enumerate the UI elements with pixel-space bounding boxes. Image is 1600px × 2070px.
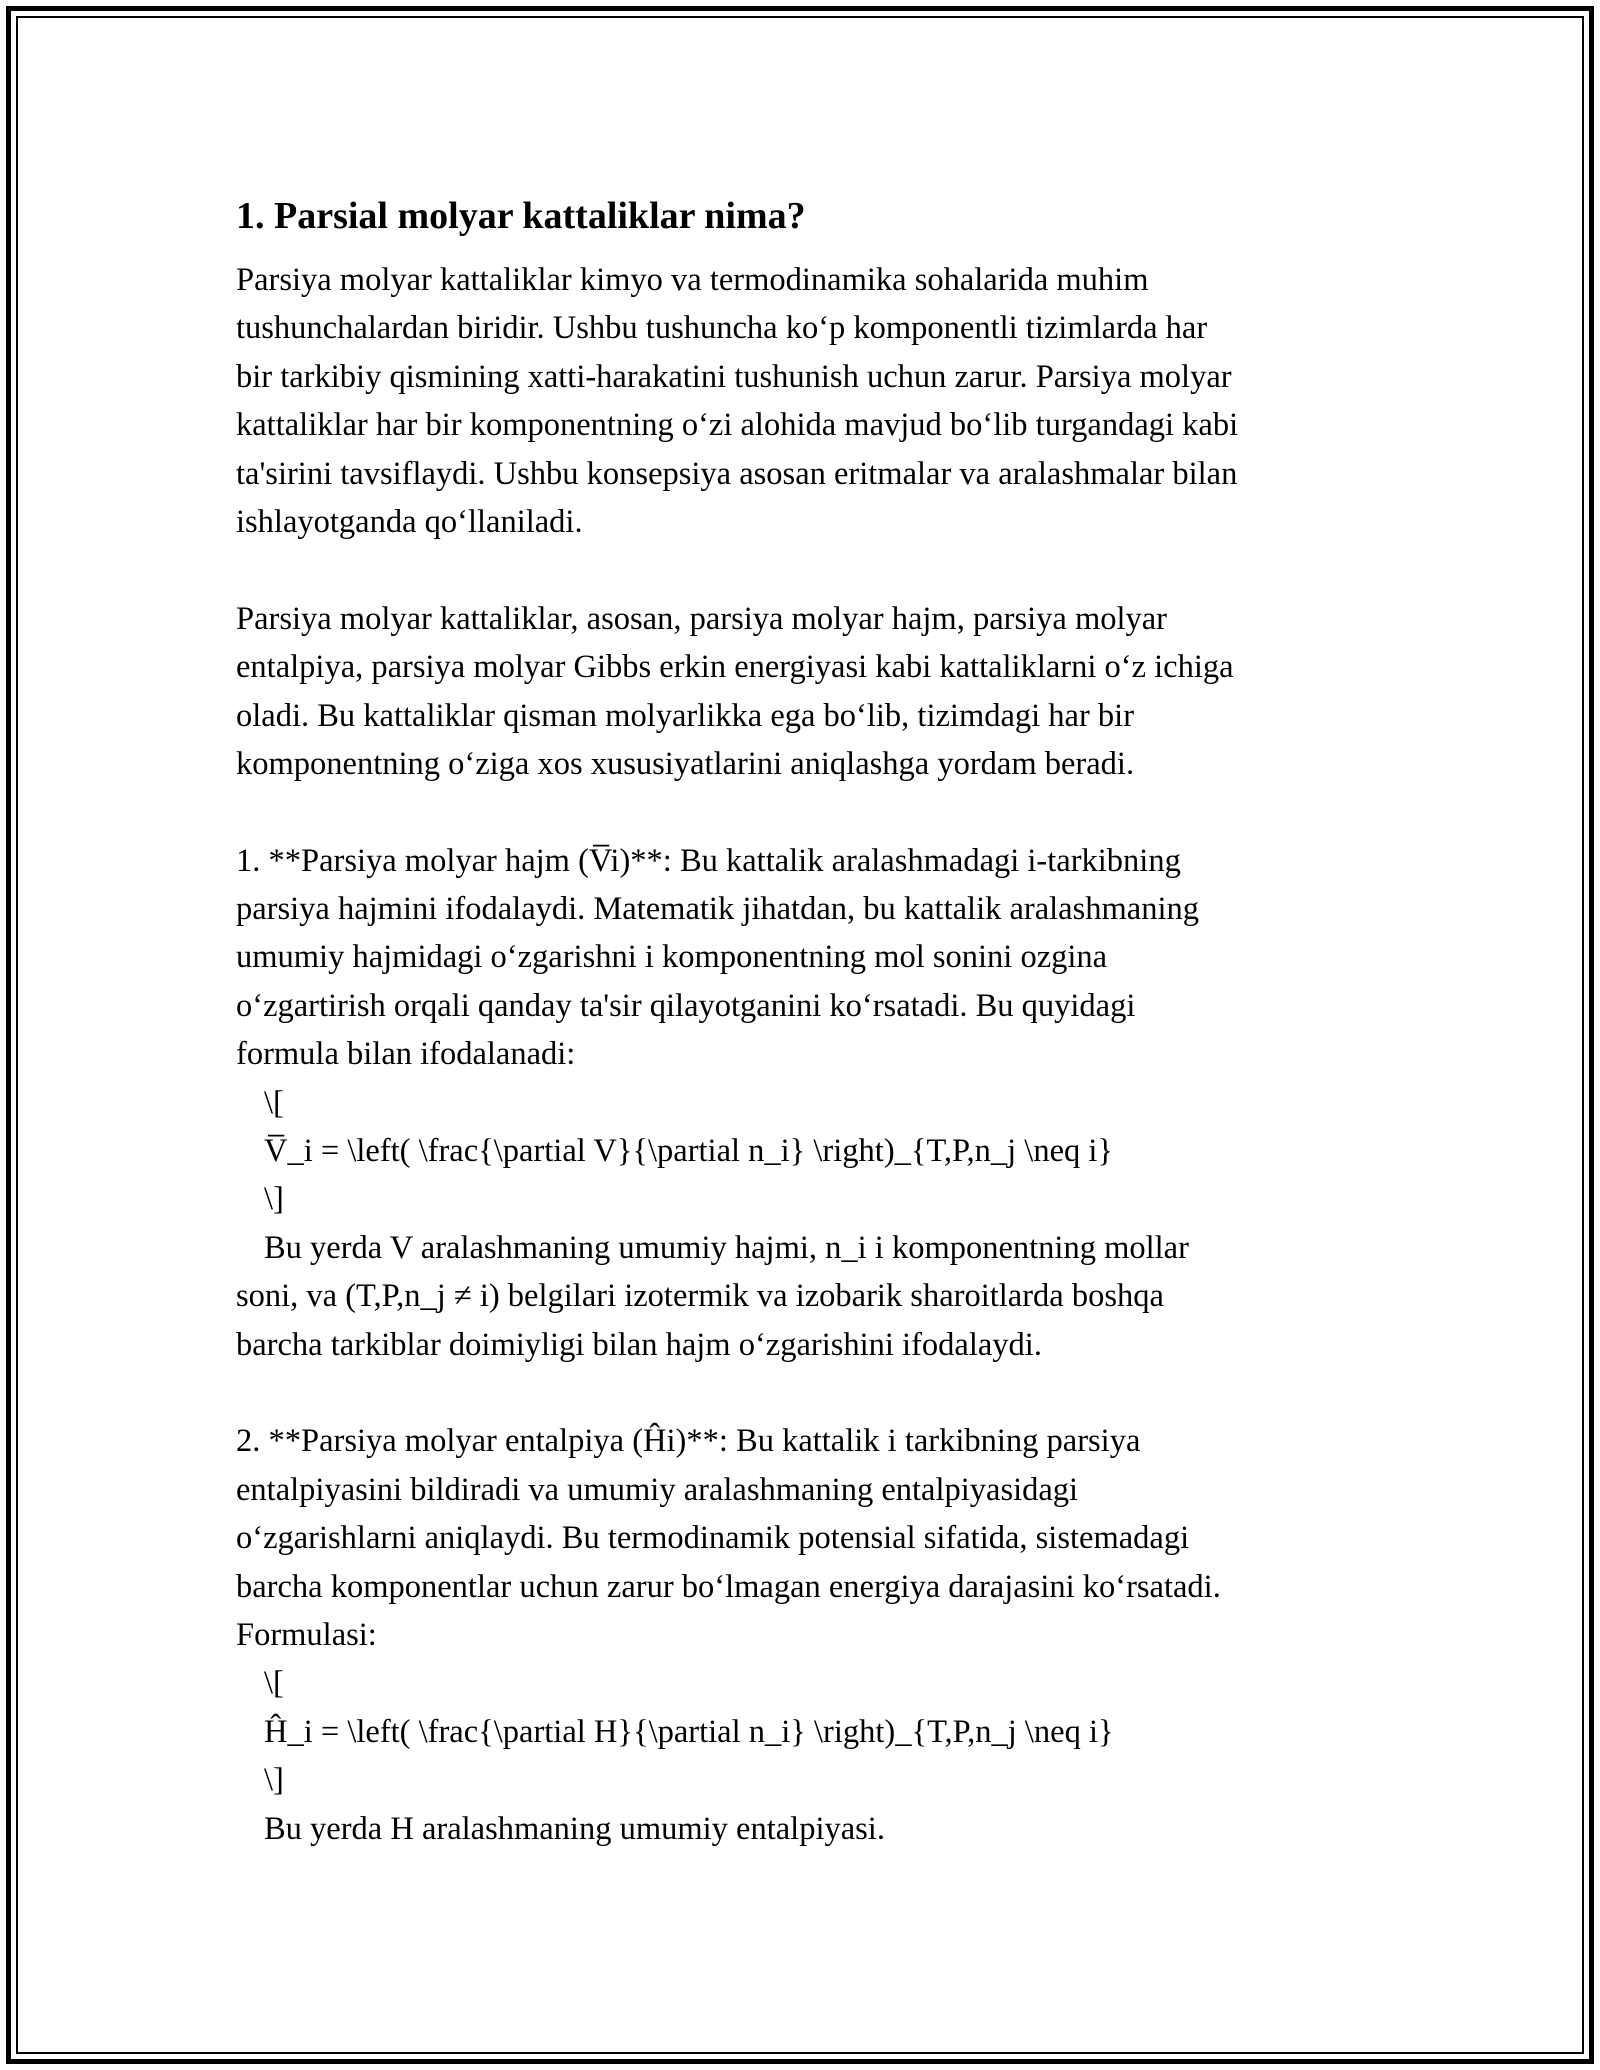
text-line: 1. **Parsiya molyar hajm (V̅i)**: Bu kattalik aralashmadagi i-tarkibning xyxy=(236,842,1181,879)
formula-line: \] xyxy=(264,1181,284,1218)
item-partial-molar-enthalpy xyxy=(236,1417,1386,1853)
document-body xyxy=(236,186,1386,1853)
text-line: oʻzgarishlarni aniqlaydi. Bu termodinamik potensial sifatida, sistemadagi xyxy=(236,1520,1190,1557)
text-line: entalpiyasini bildiradi va umumiy aralashmaning entalpiyasidagi xyxy=(236,1471,1079,1508)
text-line: 2. **Parsiya molyar entalpiya (Ĥi)**: Bu kattalik i tarkibning parsiya xyxy=(236,1423,1141,1460)
formula-line: V̅_i = \left( \frac{\partial V}{\partial n_i} \right)_{T,P,n_j \neq i} xyxy=(264,1133,1114,1170)
paragraph-gap xyxy=(236,546,1386,594)
text-line: ta'sirini tavsiflaydi. Ushbu konsepsiya asosan eritmalar va aralashmalar bilan xyxy=(236,455,1238,492)
text-line: umumiy hajmidagi oʻzgarishni i komponentning mol sonini ozgina xyxy=(236,939,1108,976)
text-line: soni, va (T,P,n_j ≠ i) belgilari izotermik va izobarik sharoitlarda boshqa xyxy=(236,1278,1164,1315)
text-line: Bu yerda V aralashmaning umumiy hajmi, n_i i komponentning mollar xyxy=(264,1229,1189,1266)
text-line: formula bilan ifodalanadi: xyxy=(236,1036,576,1073)
text-line: ishlayotganda qoʻllaniladi. xyxy=(236,503,583,540)
text-line: oladi. Bu kattaliklar qisman molyarlikka ega boʻlib, tizimdagi har bir xyxy=(236,697,1135,734)
text-line: oʻzgartirish orqali qanday ta'sir qilayotganini koʻrsatadi. Bu quyidagi xyxy=(236,987,1136,1024)
text-line: Bu yerda H aralashmaning umumiy entalpiyasi. xyxy=(264,1810,885,1847)
paragraph-gap xyxy=(236,788,1386,836)
formula-line: Ĥ_i = \left( \frac{\partial H}{\partial n_i} \right)_{T,P,n_j \neq i} xyxy=(264,1713,1114,1750)
section-heading: 1. Parsial molyar kattaliklar nima? xyxy=(236,195,806,237)
text-line: tushunchalardan biridir. Ushbu tushuncha koʻp komponentli tizimlarda har xyxy=(236,310,1208,347)
text-line: barcha tarkiblar doimiyligi bilan hajm oʻzgarishini ifodalaydi. xyxy=(236,1326,1042,1363)
paragraph-types xyxy=(236,595,1386,789)
paragraph-intro xyxy=(236,256,1386,546)
text-line: Parsiya molyar kattaliklar kimyo va termodinamika sohalarida muhim xyxy=(236,262,1149,298)
formula-line: \] xyxy=(264,1762,284,1799)
formula-line: \[ xyxy=(264,1665,284,1702)
text-line: bir tarkibiy qismining xatti-harakatini tushunish uchun zarur. Parsiya molyar xyxy=(236,358,1232,395)
formula-line: \[ xyxy=(264,1084,284,1121)
text-line: kattaliklar har bir komponentning oʻzi alohida mavjud boʻlib turgandagi kabi xyxy=(236,407,1239,444)
text-line: parsiya hajmini ifodalaydi. Matematik jihatdan, bu kattalik aralashmaning xyxy=(236,891,1199,928)
text-line: Formulasi: xyxy=(236,1616,377,1653)
text-line: entalpiya, parsiya molyar Gibbs erkin energiyasi kabi kattaliklarni oʻz ichiga xyxy=(236,649,1234,686)
item-partial-molar-volume xyxy=(236,837,1386,1369)
paragraph-gap xyxy=(236,1369,1386,1417)
text-line: Parsiya molyar kattaliklar, asosan, parsiya molyar hajm, parsiya molyar xyxy=(236,600,1167,637)
text-line: barcha komponentlar uchun zarur boʻlmagan energiya darajasini koʻrsatadi. xyxy=(236,1568,1221,1605)
text-line: komponentning oʻziga xos xususiyatlarini aniqlashga yordam beradi. xyxy=(236,745,1135,782)
